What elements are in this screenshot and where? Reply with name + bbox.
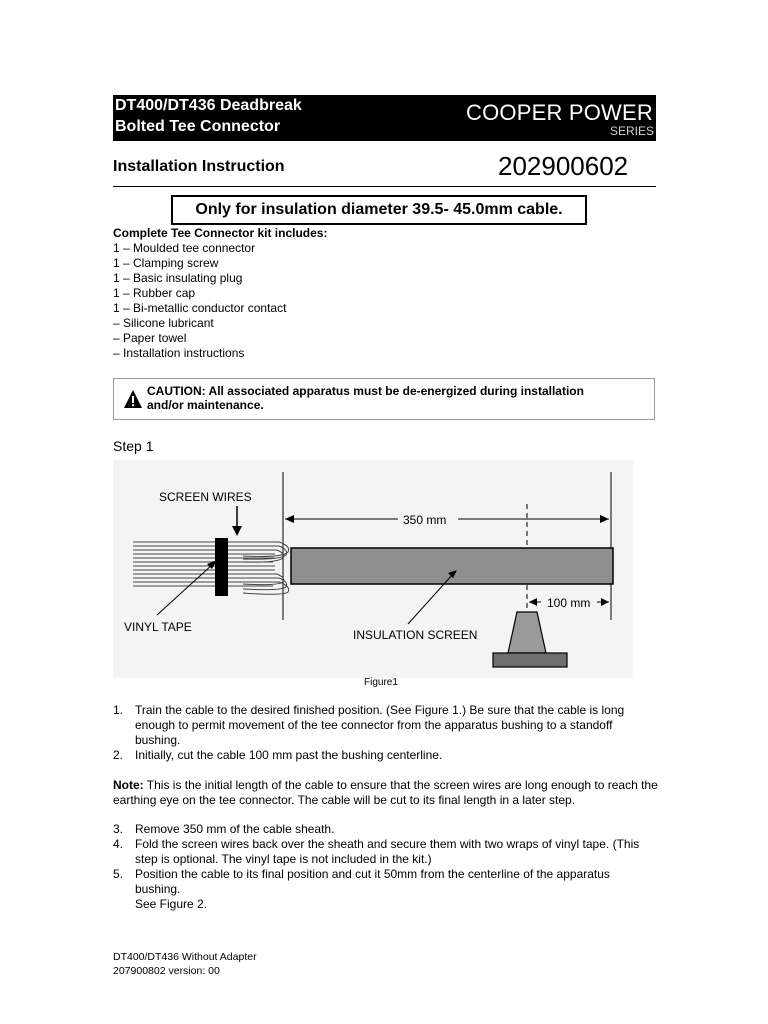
kit-item: – Paper towel: [113, 331, 187, 345]
bushing-base: [493, 653, 567, 667]
step-1-heading: Step 1: [113, 438, 154, 454]
instruction-item: [113, 703, 658, 748]
instruction-text: Position the cable to its final position and cut it 50mm from the centerline of the apparatus bushing.: [135, 867, 610, 896]
caution-text: [147, 384, 637, 412]
instruction-item: [113, 897, 658, 912]
footer-line-2: 207900802 version: 00: [113, 965, 220, 977]
note-label: Note:: [113, 778, 144, 792]
dimension-350-label: 350 mm: [403, 513, 447, 527]
cable-sheath: [291, 548, 613, 584]
header-divider: [113, 186, 656, 187]
note-paragraph: [113, 778, 658, 808]
instruction-text: See Figure 2.: [135, 897, 208, 911]
kit-item: 1 – Bi-metallic conductor contact: [113, 301, 287, 315]
instruction-text: Train the cable to the desired finished position. (See Figure 1.) Be sure that the cable is long enough to permit movement of the tee connector from the apparatus bushing to a standoff bushing.: [135, 703, 625, 747]
kit-item: – Silicone lubricant: [113, 316, 214, 330]
instruction-number: 4.: [113, 837, 124, 851]
instruction-number: 1.: [113, 703, 124, 717]
instruction-number: 2.: [113, 748, 124, 762]
brand-logo-text: COOPER POWER: [466, 100, 653, 125]
brand-series-text: SERIES: [609, 124, 654, 138]
instruction-text: Fold the screen wires back over the sheath and secure them with two wraps of vinyl tape. (This step is optional. The vinyl tape is not included in the kit.): [135, 837, 640, 866]
footer-line-1: DT400/DT436 Without Adapter: [113, 951, 257, 963]
title-line-1: DT400/DT436 Deadbreak: [115, 97, 302, 114]
instructions-list-b: [113, 822, 658, 912]
caution-box: [113, 378, 655, 420]
vinyl-tape-band: [215, 538, 228, 596]
document-type: Installation Instruction: [113, 158, 285, 175]
document-number: 202900602: [498, 151, 629, 181]
figure-1-caption: Figure1: [364, 677, 398, 688]
kit-item: 1 – Clamping screw: [113, 256, 219, 270]
instruction-text: Remove 350 mm of the cable sheath.: [135, 822, 335, 836]
page-footer: [113, 950, 257, 978]
kit-item: 1 – Rubber cap: [113, 286, 196, 300]
note-text: This is the initial length of the cable to ensure that the screen wires are long enough to reach the earthing eye on the tee connector. The cable will be cut to its final length in a later step.: [113, 778, 658, 807]
kit-item: 1 – Moulded tee connector: [113, 241, 256, 255]
warning-triangle-icon: [123, 389, 143, 409]
instruction-number: 3.: [113, 822, 124, 836]
kit-item: – Installation instructions: [113, 346, 245, 360]
screen-wires-label: SCREEN WIRES: [159, 490, 252, 504]
cable-diameter-notice: Only for insulation diameter 39.5- 45.0mm cable.: [171, 195, 587, 225]
vinyl-tape-label: VINYL TAPE: [124, 620, 192, 634]
instruction-number: 5.: [113, 867, 124, 881]
instruction-item: [113, 867, 658, 897]
title-line-2: Bolted Tee Connector: [115, 118, 281, 135]
kit-contents-list: [113, 226, 327, 361]
instruction-item: [113, 748, 658, 763]
dimension-100-label: 100 mm: [547, 596, 591, 610]
header-bar: [113, 95, 656, 141]
kit-item: 1 – Basic insulating plug: [113, 271, 243, 285]
figure-1-cable-diagram: [113, 460, 633, 678]
instruction-item: [113, 837, 658, 867]
instruction-text: Initially, cut the cable 100 mm past the bushing centerline.: [135, 748, 443, 762]
caution-line-1: CAUTION: All associated apparatus must be de-energized during installation: [147, 384, 584, 398]
instructions-list-a: [113, 703, 658, 763]
kit-heading: Complete Tee Connector kit includes:: [113, 226, 328, 240]
document-title: [115, 95, 302, 137]
insulation-screen-label: INSULATION SCREEN: [353, 628, 478, 642]
instruction-item: [113, 822, 658, 837]
caution-line-2: and/or maintenance.: [147, 398, 264, 412]
